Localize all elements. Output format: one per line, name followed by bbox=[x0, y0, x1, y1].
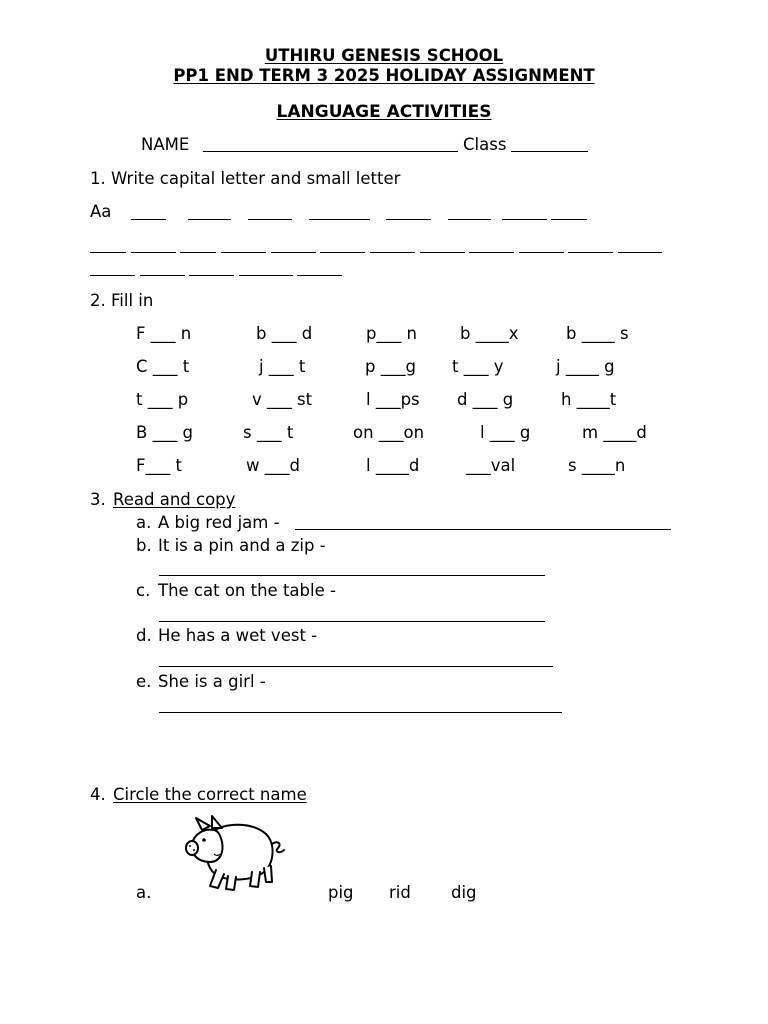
letter-blank[interactable] bbox=[448, 219, 491, 220]
q4-number: 4. bbox=[90, 785, 106, 804]
q3-item-text: She is a girl - bbox=[158, 672, 266, 691]
fill-in-word[interactable]: l ___ps bbox=[366, 390, 420, 409]
fill-in-word[interactable]: s ___ t bbox=[243, 423, 294, 442]
q3-item-text: It is a pin and a zip - bbox=[158, 536, 326, 555]
q1-example: Aa bbox=[90, 202, 112, 221]
letter-blank[interactable] bbox=[90, 275, 135, 276]
q3-item-letter: c. bbox=[136, 581, 151, 600]
fill-in-word[interactable]: F___ t bbox=[136, 456, 182, 475]
letter-blank[interactable] bbox=[239, 275, 293, 276]
subject-title: LANGUAGE ACTIVITIES bbox=[276, 102, 492, 122]
fill-in-word[interactable]: j ___ t bbox=[259, 357, 306, 376]
fill-in-word[interactable]: on ___on bbox=[353, 423, 425, 442]
name-option[interactable]: dig bbox=[451, 883, 477, 902]
q4-item-letter: a. bbox=[136, 883, 152, 902]
letter-blank[interactable] bbox=[309, 219, 370, 220]
name-option[interactable]: pig bbox=[328, 883, 354, 902]
fill-in-word[interactable]: s ____n bbox=[568, 456, 626, 475]
q3-title: Read and copy bbox=[113, 490, 236, 509]
letter-blank[interactable] bbox=[180, 252, 216, 253]
fill-in-word[interactable]: ___val bbox=[466, 456, 516, 475]
q3-item-letter: e. bbox=[136, 672, 152, 691]
fill-in-word[interactable]: b ____x bbox=[460, 324, 519, 343]
letter-blank[interactable] bbox=[469, 252, 514, 253]
letter-blank[interactable] bbox=[188, 219, 231, 220]
letter-blank[interactable] bbox=[271, 252, 316, 253]
q4-title: Circle the correct name bbox=[113, 785, 307, 804]
letter-blank[interactable] bbox=[131, 252, 176, 253]
letter-blank[interactable] bbox=[131, 219, 166, 220]
letter-blank[interactable] bbox=[386, 219, 431, 220]
letter-blank[interactable] bbox=[90, 252, 126, 253]
fill-in-word[interactable]: j ____ g bbox=[556, 357, 615, 376]
q2-prompt: 2. Fill in bbox=[90, 291, 154, 310]
letter-blank[interactable] bbox=[568, 252, 613, 253]
letter-blank[interactable] bbox=[370, 252, 415, 253]
q3-item-text: The cat on the table - bbox=[158, 581, 336, 600]
letter-blank[interactable] bbox=[248, 219, 292, 220]
fill-in-word[interactable]: h ____t bbox=[561, 390, 617, 409]
fill-in-word[interactable]: p___ n bbox=[366, 324, 417, 343]
q3-number: 3. bbox=[90, 490, 106, 509]
name-option[interactable]: rid bbox=[389, 883, 411, 902]
assignment-title: PP1 END TERM 3 2025 HOLIDAY ASSIGNMENT bbox=[173, 66, 595, 85]
fill-in-word[interactable]: t ___ y bbox=[452, 357, 504, 376]
letter-blank[interactable] bbox=[519, 252, 564, 253]
fill-in-word[interactable]: l ____d bbox=[366, 456, 420, 475]
copy-line[interactable] bbox=[159, 712, 562, 713]
fill-in-word[interactable]: t ___ p bbox=[136, 390, 189, 409]
letter-blank[interactable] bbox=[189, 275, 234, 276]
letter-blank[interactable] bbox=[551, 219, 587, 220]
fill-in-word[interactable]: p ___g bbox=[365, 357, 416, 376]
name-label: NAME bbox=[141, 135, 190, 154]
letter-blank[interactable] bbox=[320, 252, 365, 253]
fill-in-word[interactable]: C ___ t bbox=[136, 357, 190, 376]
copy-line[interactable] bbox=[159, 621, 545, 622]
fill-in-word[interactable]: b ____ s bbox=[566, 324, 629, 343]
name-blank[interactable] bbox=[203, 151, 458, 152]
q3-item-letter: a. bbox=[136, 513, 152, 532]
fill-in-word[interactable]: B ___ g bbox=[136, 423, 194, 442]
letter-blank[interactable] bbox=[420, 252, 465, 253]
letter-blank[interactable] bbox=[618, 252, 662, 253]
pig-icon bbox=[182, 814, 286, 892]
copy-line[interactable] bbox=[159, 575, 545, 576]
fill-in-word[interactable]: d ___ g bbox=[457, 390, 514, 409]
q1-prompt: 1. Write capital letter and small letter bbox=[90, 169, 401, 188]
fill-in-word[interactable]: l ___ g bbox=[480, 423, 531, 442]
class-label: Class bbox=[463, 135, 507, 154]
letter-blank[interactable] bbox=[297, 275, 342, 276]
letter-blank[interactable] bbox=[221, 252, 266, 253]
letter-blank[interactable] bbox=[502, 219, 547, 220]
q3-item-letter: d. bbox=[136, 626, 152, 645]
letter-blank[interactable] bbox=[140, 275, 185, 276]
copy-line[interactable] bbox=[295, 529, 671, 530]
q3-item-letter: b. bbox=[136, 536, 152, 555]
fill-in-word[interactable]: b ___ d bbox=[256, 324, 313, 343]
class-blank[interactable] bbox=[511, 151, 588, 152]
school-name: UTHIRU GENESIS SCHOOL bbox=[264, 46, 504, 65]
q3-item-text: A big red jam - bbox=[158, 513, 280, 532]
fill-in-word[interactable]: w ___d bbox=[246, 456, 300, 475]
fill-in-word[interactable]: m ____d bbox=[582, 423, 647, 442]
fill-in-word[interactable]: F ___ n bbox=[136, 324, 192, 343]
copy-line[interactable] bbox=[159, 666, 553, 667]
q3-item-text: He has a wet vest - bbox=[158, 626, 318, 645]
fill-in-word[interactable]: v ___ st bbox=[252, 390, 313, 409]
